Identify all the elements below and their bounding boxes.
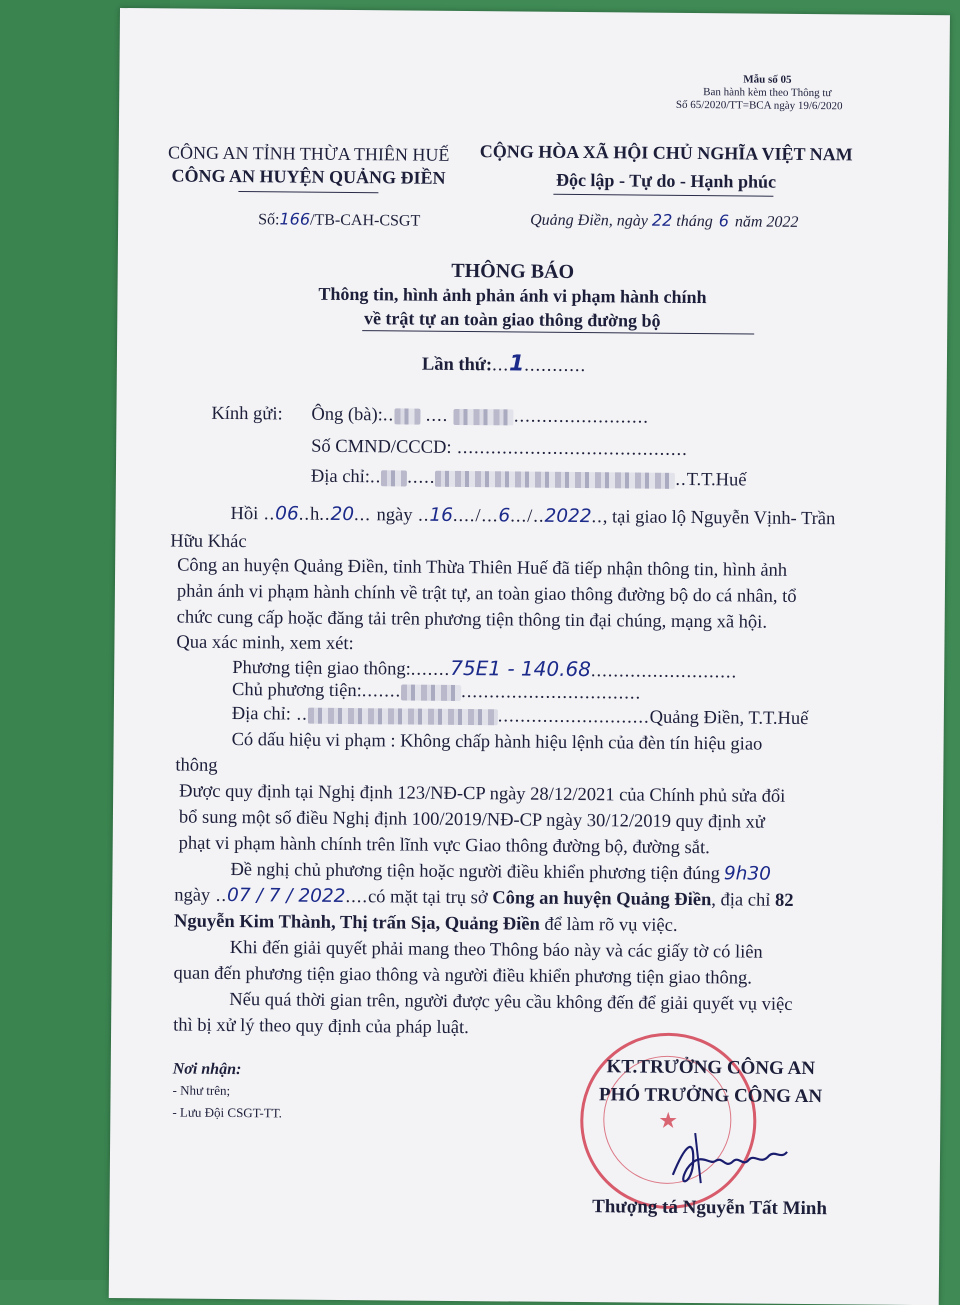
recipient-salutation: Kính gửi: bbox=[211, 403, 283, 425]
para1-line3: chức cung cấp hoặc đăng tải trên phương tiện thông tin đại chúng, mạng xã hội. bbox=[176, 607, 768, 633]
time-label: Hồi bbox=[230, 503, 259, 525]
agency-district: CÔNG AN HUYỆN QUẢNG ĐIỀN bbox=[171, 165, 446, 188]
violation-line2: thông bbox=[175, 755, 218, 776]
national-motto: Độc lập - Tự do - Hạnh phúc bbox=[555, 169, 777, 192]
document-paper bbox=[109, 8, 950, 1305]
request-address-number: 82 bbox=[774, 890, 794, 911]
request-address: Nguyễn Kim Thành, Thị trấn Sịa, Quảng Điền bbox=[173, 911, 540, 935]
request-line2: ngày ..07 / 7 / 2022....có mặt tại trụ sở Công an huyện Quảng Điền, địa chỉ 82 bbox=[174, 884, 794, 911]
agency-underline bbox=[238, 191, 378, 193]
occurrence: Lần thứ:...1........... bbox=[421, 351, 587, 377]
late-line1: Nếu quá thời gian trên, người được yêu cầu không đến để giải quyết vụ việc bbox=[229, 989, 793, 1015]
redacted-owner-address bbox=[308, 707, 498, 725]
owner-address-tail: Quảng Điền, T.T.Huế bbox=[649, 707, 809, 730]
form-number: Mẫu số 05 bbox=[743, 73, 792, 86]
bring-line2: quan đến phương tiện giao thông và người điều khiển phương tiện giao thông. bbox=[173, 963, 753, 989]
incident-year: 2022 bbox=[544, 505, 592, 528]
redacted-owner bbox=[401, 684, 461, 701]
signer-name: Thượng tá Nguyễn Tất Minh bbox=[592, 1196, 828, 1220]
decree-line1: Được quy định tại Nghị định 123/NĐ-CP ngày 28/12/2021 của Chính phủ sửa đổi bbox=[179, 781, 786, 807]
recipient-address-label: Địa chỉ: bbox=[310, 466, 371, 488]
redacted-address-1 bbox=[381, 470, 407, 486]
republic-name: CỘNG HÒA XÃ HỘI CHỦ NGHĨA VIỆT NAM bbox=[479, 141, 853, 165]
request-date-label: ngày bbox=[174, 885, 211, 906]
vehicle-line: Phương tiện giao thông:.......75E1 - 140.68.......................... bbox=[232, 655, 738, 683]
issue-year: năm 2022 bbox=[734, 213, 799, 231]
issue-month-label: tháng bbox=[676, 212, 713, 231]
redacted-name-2 bbox=[454, 409, 514, 426]
request-end: để làm rõ vụ việc. bbox=[539, 914, 678, 936]
request-text: Đề nghị chủ phương tiện hoặc người điều khiển phương tiện đúng bbox=[230, 859, 721, 885]
decree-line2: bổ sung một số điều Nghị định 100/2019/NĐ-CP ngày 30/12/2019 quy định xử bbox=[178, 807, 765, 833]
owner-label: Chủ phương tiện: bbox=[231, 680, 362, 702]
owner-line: Chủ phương tiện:....... ................................ bbox=[231, 680, 642, 704]
document-number-suffix: /TB-CAH-CSGT bbox=[309, 211, 421, 230]
time-hour: 06 bbox=[275, 503, 299, 525]
recipients-item-2: - Lưu Đội CSGT-TT. bbox=[172, 1104, 283, 1121]
notice-subtitle-2: về trật tự an toàn giao thông đường bộ bbox=[363, 308, 661, 331]
recipient-id-line: Số CMND/CCCD: ......................................... bbox=[311, 436, 688, 460]
notice-title: THÔNG BÁO bbox=[451, 259, 575, 283]
violation-text: Không chấp hành hiệu lệnh của đèn tín hiệu giao bbox=[400, 731, 763, 755]
date-label: ngày bbox=[376, 505, 413, 526]
time-minute: 20 bbox=[330, 503, 355, 526]
recipient-address-line: Địa chỉ:.. ..... ..T.T.Huế bbox=[310, 466, 747, 491]
notice-subtitle-1: Thông tin, hình ảnh phản ánh vi phạm hành chính bbox=[318, 283, 707, 308]
redacted-name-1 bbox=[394, 408, 420, 424]
occurrence-value: 1 bbox=[508, 351, 525, 377]
incident-time-line: Hồi ..06..h..20... ngày ..16..../...6.../..2022.., tại giao lộ Nguyễn Vịnh- Trần bbox=[230, 503, 836, 530]
document-number-label: Số: bbox=[258, 211, 280, 229]
issue-day: 22 bbox=[651, 210, 673, 230]
vehicle-plate: 75E1 - 140.68 bbox=[450, 655, 592, 682]
incident-place: , tại giao lộ Nguyễn Vịnh- Trần bbox=[602, 507, 836, 530]
request-mid: có mặt tại trụ sở bbox=[367, 887, 488, 909]
vehicle-label: Phương tiện giao thông: bbox=[232, 658, 411, 680]
time-h: h bbox=[309, 504, 320, 525]
para1-line1: Công an huyện Quảng Điền, tỉnh Thừa Thiên Huế đã tiếp nhận thông tin, hình ảnh bbox=[177, 555, 788, 581]
request-agency: Công an huyện Quảng Điền bbox=[492, 888, 712, 911]
owner-address-label: Địa chỉ: bbox=[231, 704, 292, 725]
owner-address-line: Địa chỉ: .. ...........................Quảng Điền, T.T.Huế bbox=[231, 704, 809, 730]
incident-place-cont: Hữu Khác bbox=[170, 531, 247, 553]
para1-line2: phản ánh vi phạm hành chính về trật tự, an toàn giao thông đường bộ do cá nhân, tổ bbox=[176, 581, 797, 607]
recipients-heading: Nơi nhận: bbox=[172, 1060, 242, 1079]
recipient-id-label: Số CMND/CCCD: bbox=[311, 436, 452, 458]
form-circular-number: Số 65/2020/TT=BCA ngày 19/6/2020 bbox=[675, 98, 843, 113]
seal-star-icon: ★ bbox=[658, 1107, 679, 1133]
incident-month: 6 bbox=[498, 505, 511, 527]
request-address-label: , địa chỉ bbox=[711, 890, 771, 911]
form-issued-with: Ban hành kèm theo Thông tư bbox=[703, 86, 832, 100]
late-line2: thì bị xử lý theo quy định của pháp luật. bbox=[173, 1015, 469, 1039]
violation-label: Có dấu hiệu vi phạm : bbox=[231, 730, 396, 752]
issue-date-prefix: Quảng Điền, ngày bbox=[530, 211, 649, 230]
handwritten-signature bbox=[665, 1125, 796, 1196]
recipient-address-tail: T.T.Huế bbox=[686, 469, 747, 491]
request-date: 07 / 7 / 2022 bbox=[227, 884, 346, 908]
request-time: 9h30 bbox=[723, 863, 772, 885]
sign-title-1: KT.TRƯỞNG CÔNG AN bbox=[606, 1056, 816, 1080]
recipients-item-1: - Như trên; bbox=[172, 1082, 231, 1099]
occurrence-label: Lần thứ: bbox=[421, 354, 493, 376]
issue-date bbox=[530, 210, 798, 232]
recipient-name-line: Ông (bà):.. .... ........................ bbox=[311, 404, 649, 428]
redacted-address-2 bbox=[435, 471, 675, 489]
para1-line4: Qua xác minh, xem xét: bbox=[176, 632, 354, 655]
decree-line3: phạt vi phạm hành chính trên lĩnh vực Giao thông đường bộ, đường sắt. bbox=[178, 833, 710, 859]
incident-day: 16 bbox=[429, 504, 454, 526]
sign-title-2: PHÓ TRƯỞNG CÔNG AN bbox=[598, 1084, 823, 1108]
bring-line1: Khi đến giải quyết phải mang theo Thông báo này và các giấy tờ có liên bbox=[229, 937, 763, 963]
violation-line bbox=[232, 727, 763, 758]
recipient-name-label: Ông (bà): bbox=[311, 404, 383, 426]
document-number-value: 166 bbox=[279, 209, 311, 229]
issue-month: 6 bbox=[718, 211, 730, 231]
document-number bbox=[258, 209, 420, 230]
agency-province: CÔNG AN TỈNH THỪA THIÊN HUẾ bbox=[167, 142, 450, 165]
